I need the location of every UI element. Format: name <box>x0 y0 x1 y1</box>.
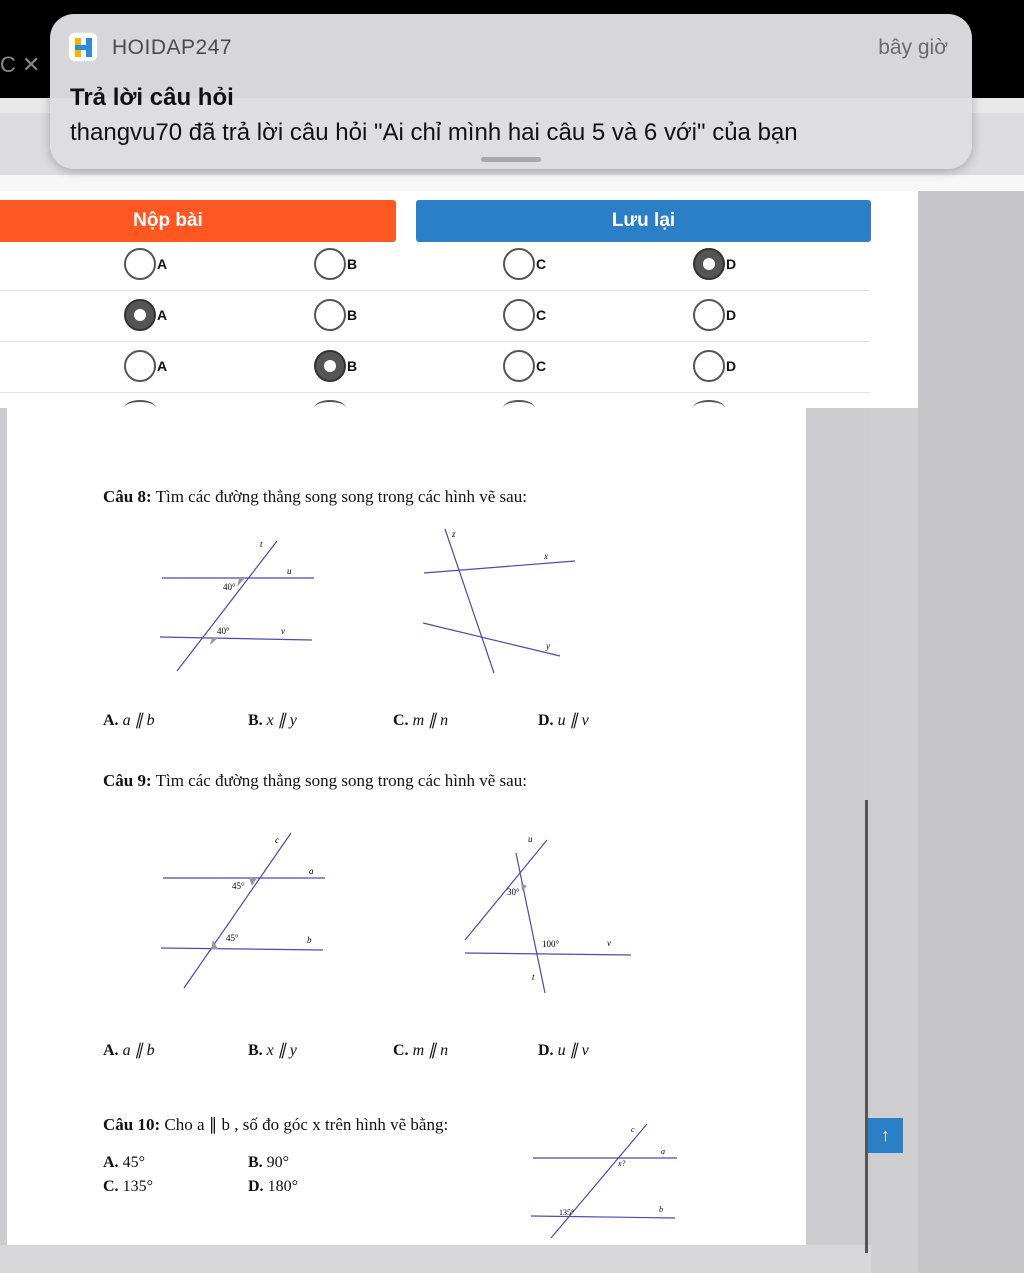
choice: B. x ∥ y <box>248 1042 297 1059</box>
line-label: v <box>281 626 285 636</box>
notification-title: Trả lời câu hỏi <box>70 84 234 111</box>
line-label: c <box>275 835 279 845</box>
option-a[interactable] <box>124 299 167 331</box>
radio-selected-icon[interactable] <box>124 299 156 331</box>
option-c[interactable] <box>503 299 546 331</box>
line-label: u <box>287 566 292 576</box>
choice: A. a ∥ b <box>103 712 155 729</box>
document-page <box>7 408 806 1245</box>
question-10 <box>103 1115 448 1135</box>
option-d[interactable] <box>693 299 736 331</box>
radio-icon[interactable] <box>503 248 535 280</box>
option-c[interactable] <box>503 350 546 382</box>
option-a[interactable] <box>124 248 167 280</box>
angle-label: 135° <box>559 1208 575 1217</box>
radio-icon[interactable] <box>124 350 156 382</box>
line-label: u <box>528 834 533 844</box>
choice: C. m ∥ n <box>393 712 449 729</box>
q9-figure-2 <box>459 828 639 998</box>
question-label: Câu 9: <box>103 771 152 790</box>
line-label: t <box>260 539 263 549</box>
choice: D. u ∥ v <box>538 1042 589 1059</box>
option-label: B <box>347 307 358 323</box>
answer-row <box>0 342 870 393</box>
option-label: D <box>726 358 737 374</box>
option-label: C <box>536 307 547 323</box>
angle-label: 100° <box>542 939 560 949</box>
q8-figure-1 <box>157 533 327 678</box>
option-label: C <box>536 256 547 272</box>
line-label: a <box>309 866 314 876</box>
choice: B. x ∥ y <box>248 712 297 729</box>
option-label: D <box>726 307 737 323</box>
choice: D. 180° <box>248 1178 298 1195</box>
question-text: Cho a ∥ b , số đo góc x trên hình vẽ bằng: <box>160 1115 449 1134</box>
angle-label: 30° <box>507 887 520 897</box>
notification-banner[interactable] <box>50 14 972 169</box>
radio-icon[interactable] <box>124 248 156 280</box>
option-label: C <box>536 358 547 374</box>
radio-icon[interactable] <box>314 248 346 280</box>
option-label: A <box>157 358 168 374</box>
submit-button[interactable] <box>0 200 396 242</box>
radio-icon[interactable] <box>503 350 535 382</box>
option-label: D <box>726 256 737 272</box>
question-9 <box>103 771 527 791</box>
q8-figure-2 <box>419 523 579 683</box>
choice: C. 135° <box>103 1178 153 1195</box>
radio-selected-icon[interactable] <box>693 248 725 280</box>
radio-icon[interactable] <box>693 350 725 382</box>
option-d[interactable] <box>693 248 736 280</box>
option-d[interactable] <box>693 350 736 382</box>
line-label: v <box>607 938 611 948</box>
save-button-label: Lưu lại <box>611 210 676 231</box>
question-8 <box>103 487 527 507</box>
line-label: c <box>631 1125 635 1134</box>
radio-icon[interactable] <box>314 299 346 331</box>
radio-icon[interactable] <box>693 299 725 331</box>
option-label: B <box>347 358 358 374</box>
line-label: y <box>546 641 550 651</box>
q10-figure <box>527 1118 687 1243</box>
line-label: b <box>659 1205 663 1214</box>
radio-selected-icon[interactable] <box>314 350 346 382</box>
option-label: A <box>157 256 168 272</box>
line-label: z <box>452 529 456 539</box>
angle-label: x? <box>618 1159 626 1168</box>
notification-time: bây giờ <box>878 36 948 59</box>
answer-row <box>0 291 870 342</box>
save-button[interactable] <box>416 200 871 242</box>
angle-label: 45° <box>226 933 239 943</box>
question-label: Câu 10: <box>103 1115 161 1134</box>
choice: C. m ∥ n <box>393 1042 449 1059</box>
notification-app-name: HOIDAP247 <box>112 36 233 59</box>
background-close-icon: C ✕ <box>0 52 41 77</box>
option-label: B <box>347 256 358 272</box>
line-label: t <box>532 972 535 982</box>
option-a[interactable] <box>124 350 167 382</box>
question-text: Tìm các đường thẳng song song trong các hình vẽ sau: <box>151 771 527 790</box>
line-label: a <box>661 1147 665 1156</box>
viewer-bottom <box>0 1245 871 1273</box>
line-label: x <box>544 551 548 561</box>
choice: A. 45° <box>103 1154 145 1171</box>
option-b[interactable] <box>314 248 357 280</box>
question-label: Câu 8: <box>103 487 152 506</box>
choice: B. 90° <box>248 1154 290 1171</box>
option-label: A <box>157 307 168 323</box>
arrow-up-icon: ↑ <box>881 1125 890 1145</box>
line-label: b <box>307 935 312 945</box>
angle-label: 40° <box>217 626 230 636</box>
answer-row <box>0 240 870 291</box>
scrollbar[interactable] <box>865 800 868 1253</box>
scroll-up-button[interactable] <box>868 1118 903 1153</box>
option-b[interactable] <box>314 299 357 331</box>
notification-drag-handle[interactable] <box>481 157 541 162</box>
submit-button-label: Nộp bài <box>133 210 203 231</box>
q9-figure-1 <box>157 828 332 993</box>
question-text: Tìm các đường thẳng song song trong các hình vẽ sau: <box>151 487 527 506</box>
notification-body: thangvu70 đã trả lời câu hỏi "Ai chỉ mình hai câu 5 và 6 với" của bạn <box>70 119 798 146</box>
option-c[interactable] <box>503 248 546 280</box>
hoidap-logo-icon <box>68 32 98 62</box>
radio-icon[interactable] <box>503 299 535 331</box>
angle-label: 40° <box>223 582 236 592</box>
option-b[interactable] <box>314 350 357 382</box>
side-gutter <box>918 191 1024 1273</box>
choice: A. a ∥ b <box>103 1042 155 1059</box>
choice: D. u ∥ v <box>538 712 589 729</box>
angle-label: 45° <box>232 881 245 891</box>
browser-divider <box>0 175 1024 191</box>
